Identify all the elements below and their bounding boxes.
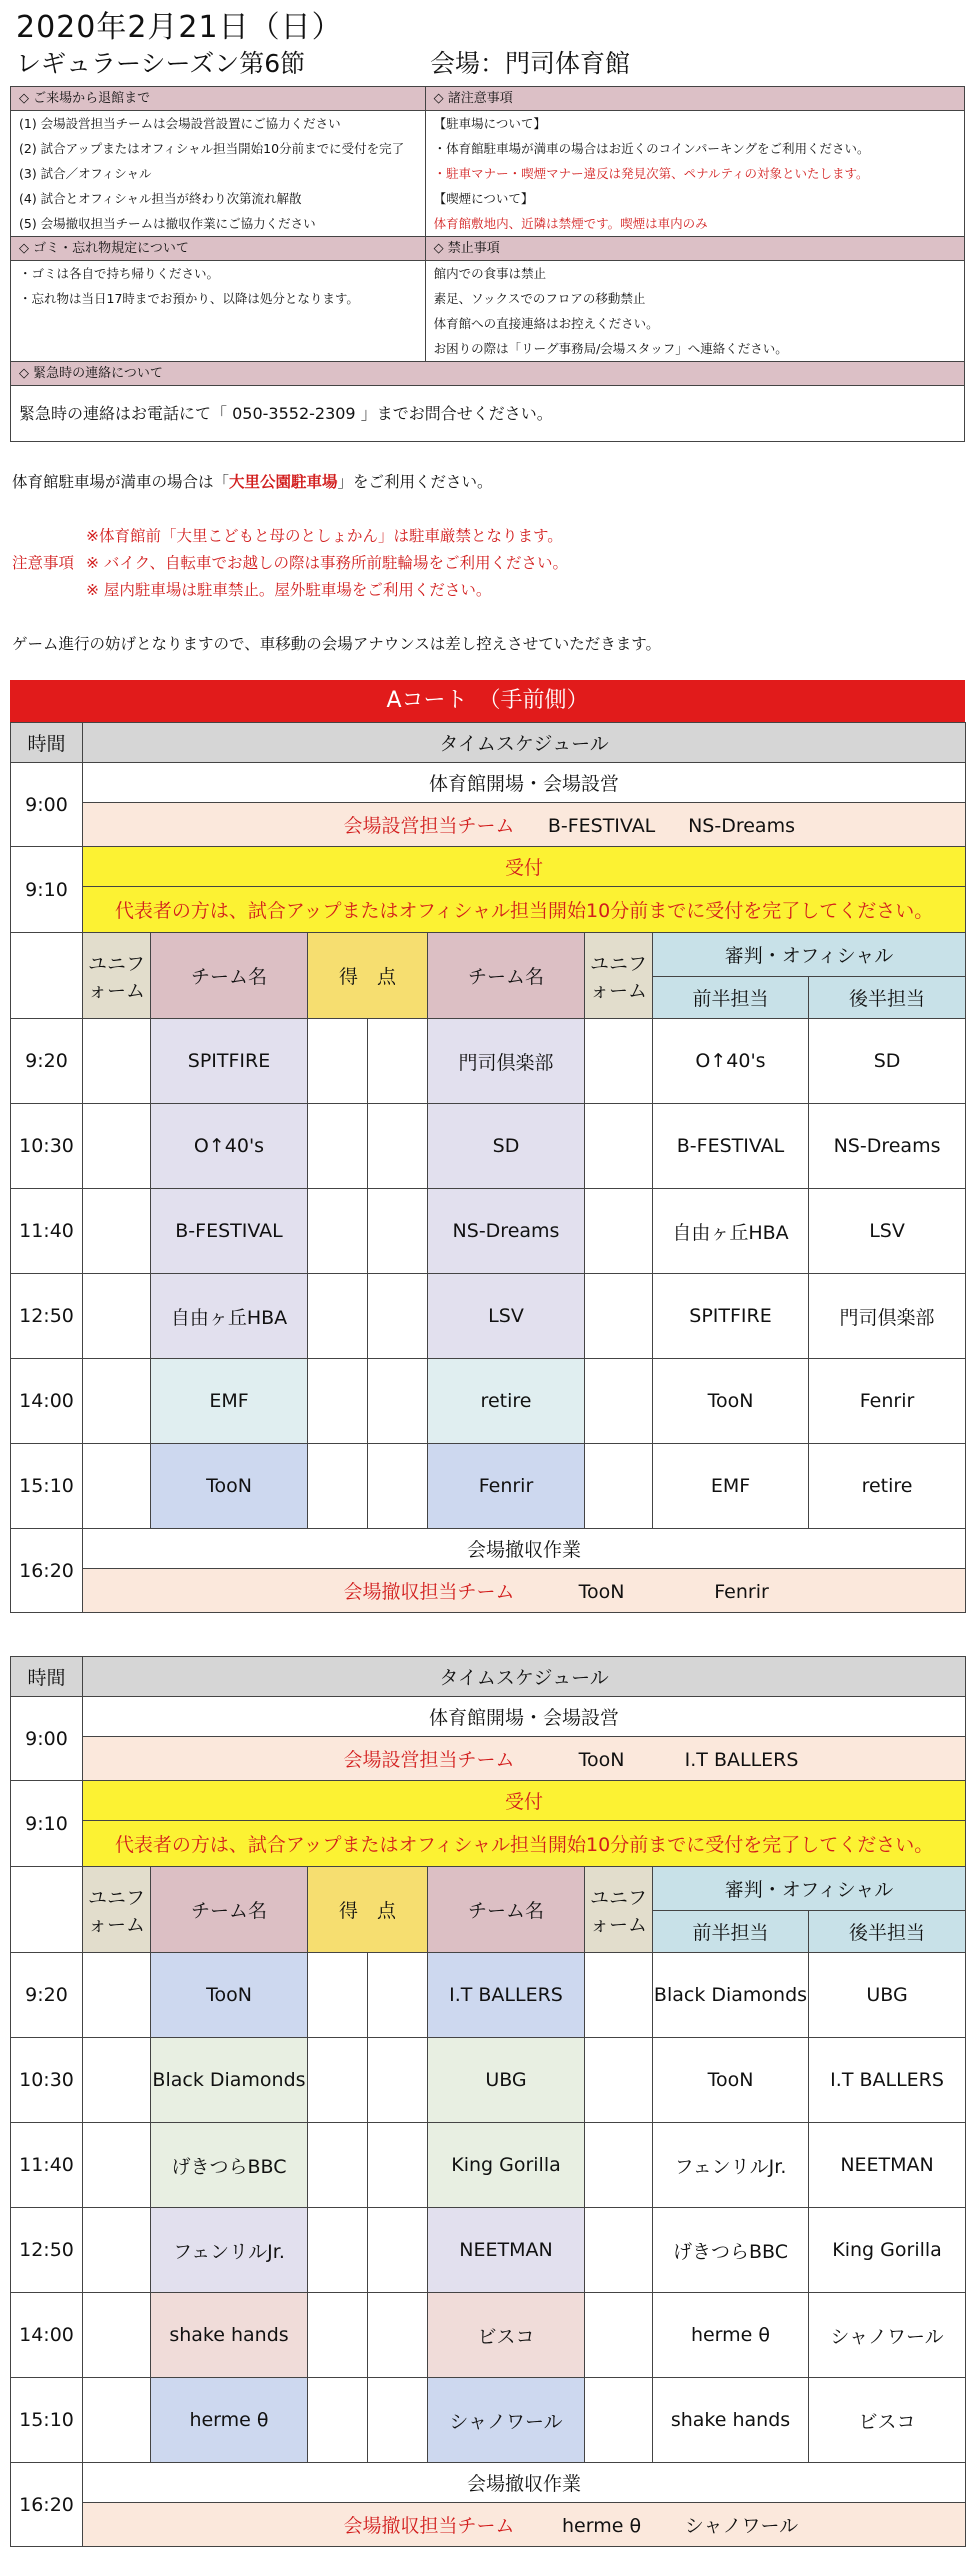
arrival-item: (5) 会場撤収担当チームは撤収作業にご協力ください [19, 216, 316, 231]
emergency-heading: ◇ 緊急時の連絡について [11, 362, 965, 386]
uniform-header: ユニフォーム [83, 1867, 151, 1953]
uniform-cell [585, 2208, 653, 2293]
game-row [11, 1953, 966, 2038]
away-team: LSV [428, 1274, 585, 1359]
score-cell [308, 1444, 368, 1529]
away-team: NEETMAN [428, 2208, 585, 2293]
arrival-heading: ◇ ご来場から退館まで [11, 87, 426, 111]
arrival-list [11, 111, 426, 237]
home-team: Black Diamonds [151, 2038, 308, 2123]
blank-cell [11, 933, 83, 1019]
score-cell [308, 1274, 368, 1359]
home-team: herme θ [151, 2378, 308, 2463]
game-row [11, 2123, 966, 2208]
setup-team-label: 会場設営担当チーム [343, 1749, 515, 1771]
uniform-cell [585, 1189, 653, 1274]
arrival-item: (2) 試合アップまたはオフィシャル担当開始10分前までに受付を完了 [19, 141, 405, 156]
first-half-official: EMF [653, 1444, 809, 1529]
round-title: レギュラーシーズン第6節 [16, 49, 306, 78]
teardown-team: シャノワール [684, 2515, 799, 2537]
home-team: フェンリルJr. [151, 2208, 308, 2293]
first-half-official: TooN [653, 1359, 809, 1444]
game-time: 9:20 [11, 1019, 83, 1104]
away-team: 門司倶楽部 [428, 1019, 585, 1104]
game-time: 15:10 [11, 1444, 83, 1529]
game-row [11, 1359, 966, 1444]
home-team: げきつらBBC [151, 2123, 308, 2208]
game-time: 14:00 [11, 2293, 83, 2378]
uniform-cell [585, 1274, 653, 1359]
uniform-cell [83, 1953, 151, 2038]
caution-line-1: ※体育館前「大里こどもと母のとしょかん」は駐車厳禁となります。 [86, 527, 563, 545]
team-header: チーム名 [151, 933, 308, 1019]
trash-list [11, 261, 426, 362]
away-team: UBG [428, 2038, 585, 2123]
game-row [11, 2378, 966, 2463]
reception-time: 9:10 [11, 847, 83, 933]
notes-list [425, 111, 964, 237]
setup-team: I.T BALLERS [684, 1749, 799, 1771]
parking-note: ・体育館駐車場が満車の場合はお近くのコインパーキングをご利用ください。 [433, 141, 870, 156]
parking-heading: 【駐車場について】 [433, 116, 546, 131]
score-cell [368, 2293, 428, 2378]
schedule-header: タイムスケジュール [83, 1657, 966, 1697]
parking-place: 大里公園駐車場 [229, 473, 338, 491]
teardown-label: 会場撤収作業 [83, 2463, 966, 2503]
home-team: EMF [151, 1359, 308, 1444]
first-half-header: 前半担当 [653, 976, 809, 1019]
score-cell [368, 2038, 428, 2123]
home-team: TooN [151, 1953, 308, 2038]
info-table [10, 86, 965, 442]
second-half-header: 後半担当 [809, 1910, 966, 1953]
home-team: O↑40's [151, 1104, 308, 1189]
score-cell [308, 2038, 368, 2123]
score-cell [368, 1104, 428, 1189]
court-a-schedule [10, 722, 966, 1613]
prohibited-item: 素足、ソックスでのフロアの移動禁止 [433, 291, 646, 306]
first-half-header: 前半担当 [653, 1910, 809, 1953]
game-time: 14:00 [11, 1359, 83, 1444]
away-team: シャノワール [428, 2378, 585, 2463]
caution-line-3: ※ 屋内駐車場は駐車禁止。屋外駐車場をご利用ください。 [86, 581, 492, 599]
reception-time: 9:10 [11, 1781, 83, 1867]
reception-note: 代表者の方は、試合アップまたはオフィシャル担当開始10分前までに受付を完了してください。 [83, 887, 966, 933]
reception-note: 代表者の方は、試合アップまたはオフィシャル担当開始10分前までに受付を完了してください。 [83, 1821, 966, 1867]
score-cell [368, 2378, 428, 2463]
open-label: 体育館開場・会場設営 [83, 763, 966, 803]
second-half-official: SD [809, 1019, 966, 1104]
court-b-schedule [10, 1656, 966, 2547]
away-team: King Gorilla [428, 2123, 585, 2208]
score-cell [368, 1274, 428, 1359]
score-cell [308, 2123, 368, 2208]
second-half-official: UBG [809, 1953, 966, 2038]
first-half-official: B-FESTIVAL [653, 1104, 809, 1189]
reception-label: 受付 [83, 847, 966, 887]
home-team: 自由ヶ丘HBA [151, 1274, 308, 1359]
open-time: 9:00 [11, 763, 83, 847]
second-half-official: Fenrir [809, 1359, 966, 1444]
setup-team: NS-Dreams [688, 815, 795, 837]
teardown-label: 会場撤収作業 [83, 1529, 966, 1569]
score-header: 得 点 [308, 1867, 428, 1953]
game-time: 12:50 [11, 1274, 83, 1359]
arrival-item: (1) 会場設営担当チームは会場設営設置にご協力ください [19, 116, 341, 131]
uniform-cell [585, 1953, 653, 2038]
score-cell [308, 2208, 368, 2293]
game-time: 11:40 [11, 1189, 83, 1274]
game-row [11, 1274, 966, 1359]
uniform-cell [83, 1189, 151, 1274]
score-cell [308, 1104, 368, 1189]
emergency-text: 緊急時の連絡はお電話にて「 050-3552-2309 」までお問合せください。 [11, 386, 965, 442]
second-half-official: King Gorilla [809, 2208, 966, 2293]
away-team: Fenrir [428, 1444, 585, 1529]
away-team: retire [428, 1359, 585, 1444]
parking-prefix: 体育館駐車場が満車の場合は「 [12, 473, 230, 491]
score-cell [368, 1019, 428, 1104]
uniform-cell [585, 1019, 653, 1104]
team-header: チーム名 [151, 1867, 308, 1953]
uniform-cell [83, 2123, 151, 2208]
score-cell [368, 2208, 428, 2293]
uniform-cell [585, 2123, 653, 2208]
schedule-header: タイムスケジュール [83, 723, 966, 763]
penalty-note: ・駐車マナー・喫煙マナー違反は発見次第、ペナルティの対象といたします。 [433, 166, 869, 181]
first-half-official: TooN [653, 2038, 809, 2123]
first-half-official: herme θ [653, 2293, 809, 2378]
uniform-header: ユニフォーム [585, 1867, 653, 1953]
uniform-cell [83, 1274, 151, 1359]
first-half-official: Black Diamonds [653, 1953, 809, 2038]
first-half-official: O↑40's [653, 1019, 809, 1104]
teardown-team: Fenrir [714, 1581, 769, 1603]
uniform-cell [83, 2378, 151, 2463]
second-half-official: 門司倶楽部 [809, 1274, 966, 1359]
first-half-official: SPITFIRE [653, 1274, 809, 1359]
parking-suffix: 」をご利用ください。 [337, 473, 493, 491]
second-half-official: NEETMAN [809, 2123, 966, 2208]
venue-title: 会場：門司体育館 [430, 49, 631, 78]
uniform-header: ユニフォーム [83, 933, 151, 1019]
uniform-cell [585, 1104, 653, 1189]
game-time: 9:20 [11, 1953, 83, 2038]
home-team: B-FESTIVAL [151, 1189, 308, 1274]
second-half-official: LSV [809, 1189, 966, 1274]
setup-row [83, 1737, 966, 1781]
teardown-team: herme θ [562, 2515, 642, 2537]
officials-header: 審判・オフィシャル [653, 1867, 966, 1911]
game-row [11, 2038, 966, 2123]
uniform-cell [83, 1104, 151, 1189]
setup-team: TooN [578, 1749, 625, 1771]
away-team: NS-Dreams [428, 1189, 585, 1274]
score-cell [368, 1359, 428, 1444]
game-row [11, 1019, 966, 1104]
uniform-cell [585, 2038, 653, 2123]
score-cell [368, 2123, 428, 2208]
smoking-heading: 【喫煙について】 [433, 191, 534, 206]
team-header: チーム名 [428, 1867, 585, 1953]
game-row [11, 1444, 966, 1529]
teardown-team-label: 会場撤収担当チーム [343, 2515, 515, 2537]
uniform-cell [83, 1359, 151, 1444]
first-half-official: げきつらBBC [653, 2208, 809, 2293]
home-team: TooN [151, 1444, 308, 1529]
uniform-cell [83, 2293, 151, 2378]
score-cell [308, 1359, 368, 1444]
second-half-official: ビスコ [809, 2378, 966, 2463]
caution-label: 注意事項 [12, 554, 75, 572]
home-team: SPITFIRE [151, 1019, 308, 1104]
score-cell [308, 2293, 368, 2378]
uniform-cell [83, 1019, 151, 1104]
blank-cell [11, 1867, 83, 1953]
first-half-official: 自由ヶ丘HBA [653, 1189, 809, 1274]
uniform-cell [83, 2208, 151, 2293]
game-row [11, 1104, 966, 1189]
score-cell [308, 1019, 368, 1104]
uniform-cell [585, 1359, 653, 1444]
teardown-row [83, 2503, 966, 2547]
score-cell [368, 1444, 428, 1529]
first-half-official: フェンリルJr. [653, 2123, 809, 2208]
second-half-official: シャノワール [809, 2293, 966, 2378]
time-header: 時間 [11, 723, 83, 763]
smoking-note: 体育館敷地内、近隣は禁煙です。喫煙は車内のみ [433, 216, 708, 231]
announce-note: ゲーム進行の妨げとなりますので、車移動の会場アナウンスは差し控えさせていただきます。 [12, 635, 661, 653]
score-cell [368, 1189, 428, 1274]
second-half-official: I.T BALLERS [809, 2038, 966, 2123]
prohibited-item: 体育館への直接連絡はお控えください。 [433, 316, 659, 331]
setup-row [83, 803, 966, 847]
open-time: 9:00 [11, 1697, 83, 1781]
game-time: 11:40 [11, 2123, 83, 2208]
trash-item: ・忘れ物は当日17時までお預かり、以降は処分となります。 [19, 291, 359, 306]
teardown-team-label: 会場撤収担当チーム [343, 1581, 515, 1603]
score-cell [308, 1953, 368, 2038]
uniform-cell [585, 2378, 653, 2463]
setup-team: B-FESTIVAL [547, 815, 656, 837]
game-row [11, 2208, 966, 2293]
score-cell [308, 2378, 368, 2463]
arrival-item: (3) 試合／オフィシャル [19, 166, 152, 181]
game-row [11, 2293, 966, 2378]
uniform-cell [585, 1444, 653, 1529]
game-time: 15:10 [11, 2378, 83, 2463]
time-header: 時間 [11, 1657, 83, 1697]
first-half-official: shake hands [653, 2378, 809, 2463]
score-cell [308, 1189, 368, 1274]
game-time: 12:50 [11, 2208, 83, 2293]
uniform-header: ユニフォーム [585, 933, 653, 1019]
prohibited-list [425, 261, 964, 362]
prohibited-item: お困りの際は「リーグ事務局/会場スタッフ」へ連絡ください。 [433, 341, 788, 356]
second-half-header: 後半担当 [809, 976, 966, 1019]
team-header: チーム名 [428, 933, 585, 1019]
teardown-time: 16:20 [11, 1529, 83, 1613]
second-half-official: NS-Dreams [809, 1104, 966, 1189]
away-team: SD [428, 1104, 585, 1189]
officials-header: 審判・オフィシャル [653, 933, 966, 977]
notes-heading: ◇ 諸注意事項 [425, 87, 964, 111]
teardown-time: 16:20 [11, 2463, 83, 2547]
setup-team-label: 会場設営担当チーム [343, 815, 515, 837]
parking-line [12, 470, 493, 492]
game-row [11, 1189, 966, 1274]
trash-heading: ◇ ゴミ・忘れ物規定について [11, 237, 426, 261]
game-time: 10:30 [11, 2038, 83, 2123]
reception-label: 受付 [83, 1781, 966, 1821]
home-team: shake hands [151, 2293, 308, 2378]
away-team: ビスコ [428, 2293, 585, 2378]
teardown-row [83, 1569, 966, 1613]
arrival-item: (4) 試合とオフィシャル担当が終わり次第流れ解散 [19, 191, 302, 206]
teardown-team: TooN [578, 1581, 625, 1603]
game-time: 10:30 [11, 1104, 83, 1189]
prohibited-heading: ◇ 禁止事項 [425, 237, 964, 261]
trash-item: ・ゴミは各自で持ち帰りください。 [19, 266, 220, 281]
score-header: 得 点 [308, 933, 428, 1019]
prohibited-item: 館内での食事は禁止 [433, 266, 547, 281]
caution-line-2: ※ バイク、自転車でお越しの際は事務所前駐輪場をご利用ください。 [86, 554, 568, 572]
uniform-cell [585, 2293, 653, 2378]
score-cell [368, 1953, 428, 2038]
schedule-date: 2020年2月21日（日） [16, 10, 343, 45]
second-half-official: retire [809, 1444, 966, 1529]
uniform-cell [83, 2038, 151, 2123]
court-a-banner: Aコート （手前側） [10, 680, 965, 722]
away-team: I.T BALLERS [428, 1953, 585, 2038]
uniform-cell [83, 1444, 151, 1529]
open-label: 体育館開場・会場設営 [83, 1697, 966, 1737]
